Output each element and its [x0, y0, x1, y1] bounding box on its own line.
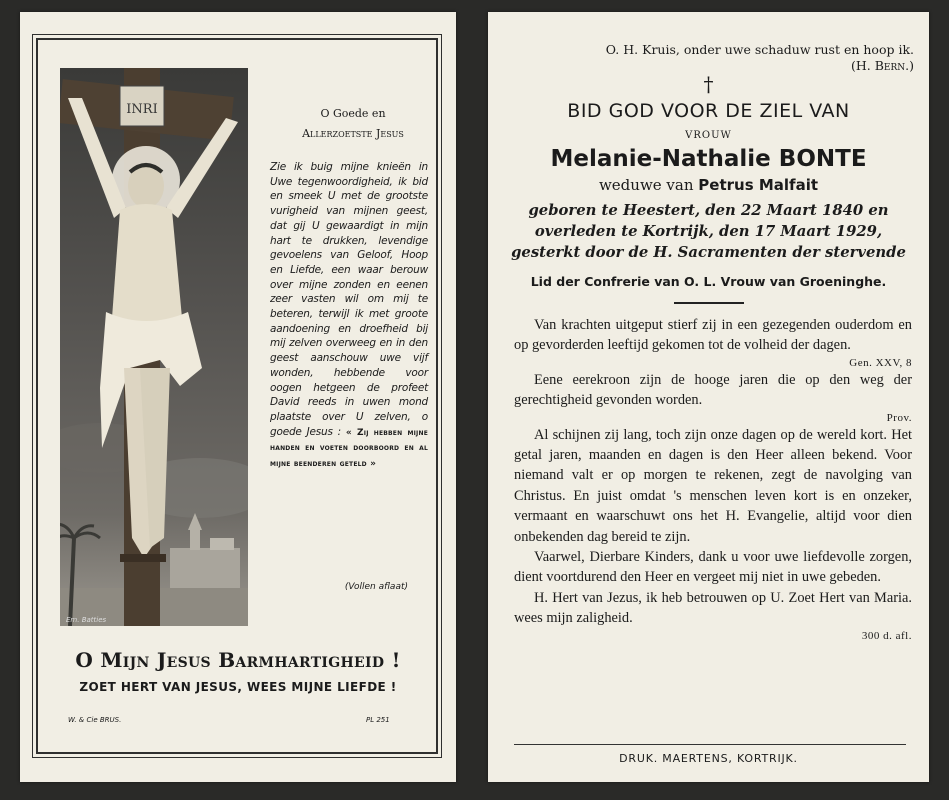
memorial-text — [514, 315, 912, 643]
death-line: overleden te Kortrijk, den 17 Maart 1929, — [534, 223, 883, 240]
inri-plaque: INRI — [126, 102, 158, 117]
paragraph-3: Al schijnen zij lang, toch zijn onze dagen op de wereld kort. Het getal jaren, maanden en dagen is den Heer alleen bekend. Voor niemand valt er op morgen te rekenen, zegt de navolging van Christus. En juist omdat 's menschen leven kort is en onzeker, vermaant en waarschuwt ons het H. Evangelie, altijd voor dien onbekenden dag bereid te zijn. — [514, 426, 912, 545]
prayer-body — [270, 160, 428, 472]
cross-symbol: † — [703, 72, 714, 96]
divider — [674, 302, 744, 304]
first-names: Melanie-Nathalie — [550, 146, 771, 172]
paragraph-2: Eene eerekroon zijn de hooge jaren die op den weg der gerechtigheid gevonden worden. — [514, 371, 912, 409]
holy-card-front — [20, 12, 456, 782]
widow-prefix: weduwe van — [598, 176, 694, 194]
paragraph-4: Vaarwel, Dierbare Kinders, dank u voor uwe liefdevolle zorgen, dient voortdurend den Heer en vergeet mij niet in uwe gebeden. — [514, 549, 912, 586]
paragraph-5: H. Hert van Jezus, ik heb betrouwen op U. Zoet Hert van Maria. wees mijn zaligheid. — [514, 589, 912, 627]
bid-god-heading: BID GOD VOOR DE ZIEL VAN — [567, 100, 850, 122]
deceased-name — [488, 146, 929, 172]
indulgence-note: (Vollen aflaat) — [344, 582, 408, 592]
birth-line: geboren te Heestert, den 22 Maart 1840 en — [528, 202, 889, 219]
zoet-hert-line: ZOET HERT VAN JESUS, WEES MIJNE LIEFDE ! — [79, 680, 397, 694]
prayer-quote: « Zij hebben mijne handen en voeten doorboord en al mijne beenderen geteld » — [270, 427, 428, 470]
artist-signature: Em. Batties — [66, 616, 107, 624]
vrouw-label: VROUW — [685, 130, 732, 141]
indulgence-days: 300 d. afl. — [861, 629, 912, 642]
life-dates — [488, 200, 929, 263]
paragraph-1-ref: Gen. XXV, 8 — [849, 356, 912, 369]
prayer-text: Zie ik buig mijne knieën in Uwe tegenwoordigheid, ik bid en smeek U met de grootste vurigheid van mijnen geest, dat gij U gewaardigt in mijn hart te drukken, levendige gevoelens van Geloof, Hoop en Liefde, een waar berouw over mijne zonden en eenen zeer vasten wil om mij te beteren, terwijl ik met groote aandoening en droefheid bij mij zelven overweeg en in den geest aanschouw uwe vijf wonden, hebbende voor oogen hetgeen de profeet David reeds in uwen mond plaatste over U zelven, o goede Jesus : — [270, 161, 428, 438]
sacraments-line: gesterkt door de H. Sacramenten der stervende — [511, 244, 906, 261]
paragraph-1: Van krachten uitgeput stierf zij in een gezegenden ouderdom en op gevorderden leeftijd gekomen tot de volheid der dagen. — [514, 317, 912, 354]
spouse-name: Petrus Malfait — [698, 176, 819, 194]
prayer-title-line1: O Goede en — [320, 107, 386, 120]
barmhartigheid-heading: O Mijn Jesus Barmhartigheid ! — [75, 648, 401, 672]
plate-number: PL 251 — [366, 716, 390, 724]
publisher-mark: W. & Cie BRUS. — [68, 716, 122, 724]
motto-source: (H. Bern.) — [851, 58, 914, 73]
widow-line — [488, 176, 929, 194]
holy-card-back — [488, 12, 929, 782]
printer-credit: DRUK. MAERTENS, KORTRIJK. — [619, 752, 798, 765]
surname: BONTE — [778, 146, 867, 172]
crucifix-illustration — [60, 68, 248, 626]
prayer-title-line2: Allerzoetste Jesus — [302, 127, 404, 140]
paragraph-2-ref: Prov. — [886, 411, 912, 424]
motto-line: O. H. Kruis, onder uwe schaduw rust en hoop ik. — [605, 42, 914, 57]
confrerie-line: Lid der Confrerie van O. L. Vrouw van Groeninghe. — [530, 274, 887, 289]
footer-rule — [514, 744, 906, 745]
crucifix-image — [60, 68, 248, 626]
